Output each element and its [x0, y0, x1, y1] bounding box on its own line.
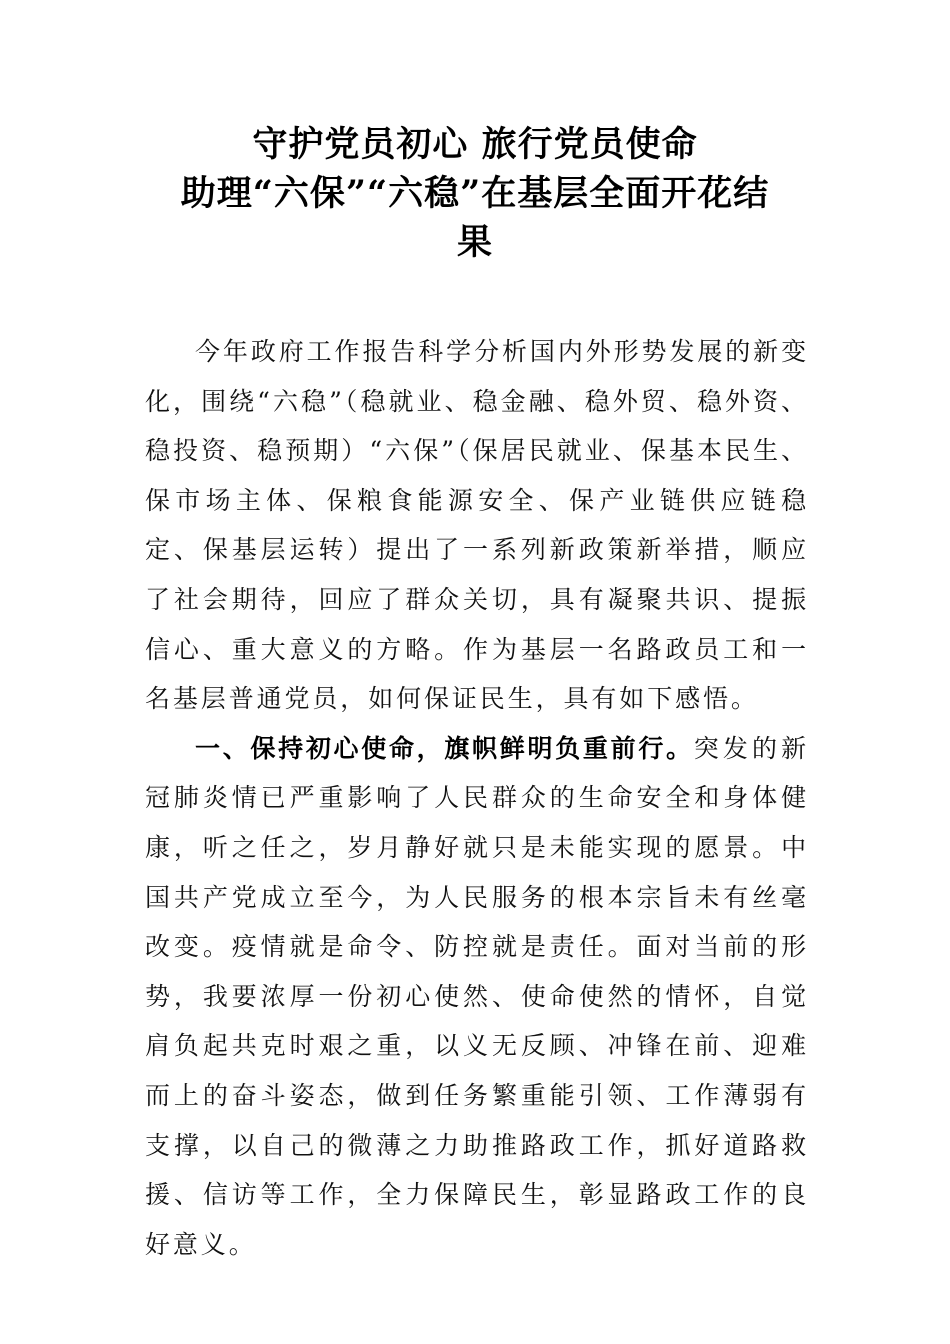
- section-1-heading: 一、保持初心使命，旗帜鲜明负重前行。: [195, 733, 694, 763]
- title-line-1: 守护党员初心 旅行党员使命: [252, 124, 698, 165]
- paragraph-intro: [145, 327, 809, 724]
- document-title: [140, 120, 810, 267]
- title-line-3: 果: [456, 222, 493, 263]
- paragraph-intro-text: 今年政府工作报告科学分析国内外形势发展的新变化，围绕“六稳”（稳就业、稳金融、稳外贸、稳外资、稳投资、稳预期）“六保”（保居民就业、保基本民生、保市场主体、保粮食能源安全、保产业链供应链稳定、保基层运转）提出了一系列新政策新举措，顺应了社会期待，回应了群众关切，具有凝聚共识、提振信心、重大意义的方略。作为基层一名路政员工和一名基层普通党员，如何保证民生，具有如下感悟。: [145, 337, 809, 714]
- section-1-text: 突发的新冠肺炎情已严重影响了人民群众的生命安全和身体健康，听之任之，岁月静好就只是未能实现的愿景。中国共产党成立至今，为人民服务的根本宗旨未有丝毫改变。疫情就是命令、防控就是责任。面对当前的形势，我要浓厚一份初心使然、使命使然的情怀，自觉肩负起共克时艰之重，以义无反顾、冲锋在前、迎难而上的奋斗姿态，做到任务繁重能引领、工作薄弱有支撑，以自己的微薄之力助推路政工作，抓好道路救援、信访等工作，全力保障民生，彰显路政工作的良好意义。: [145, 733, 809, 1259]
- title-line-2: 助理“六保”“六稳”在基层全面开花结: [180, 173, 770, 214]
- document-body: [145, 327, 809, 1269]
- paragraph-section-1: [145, 724, 809, 1270]
